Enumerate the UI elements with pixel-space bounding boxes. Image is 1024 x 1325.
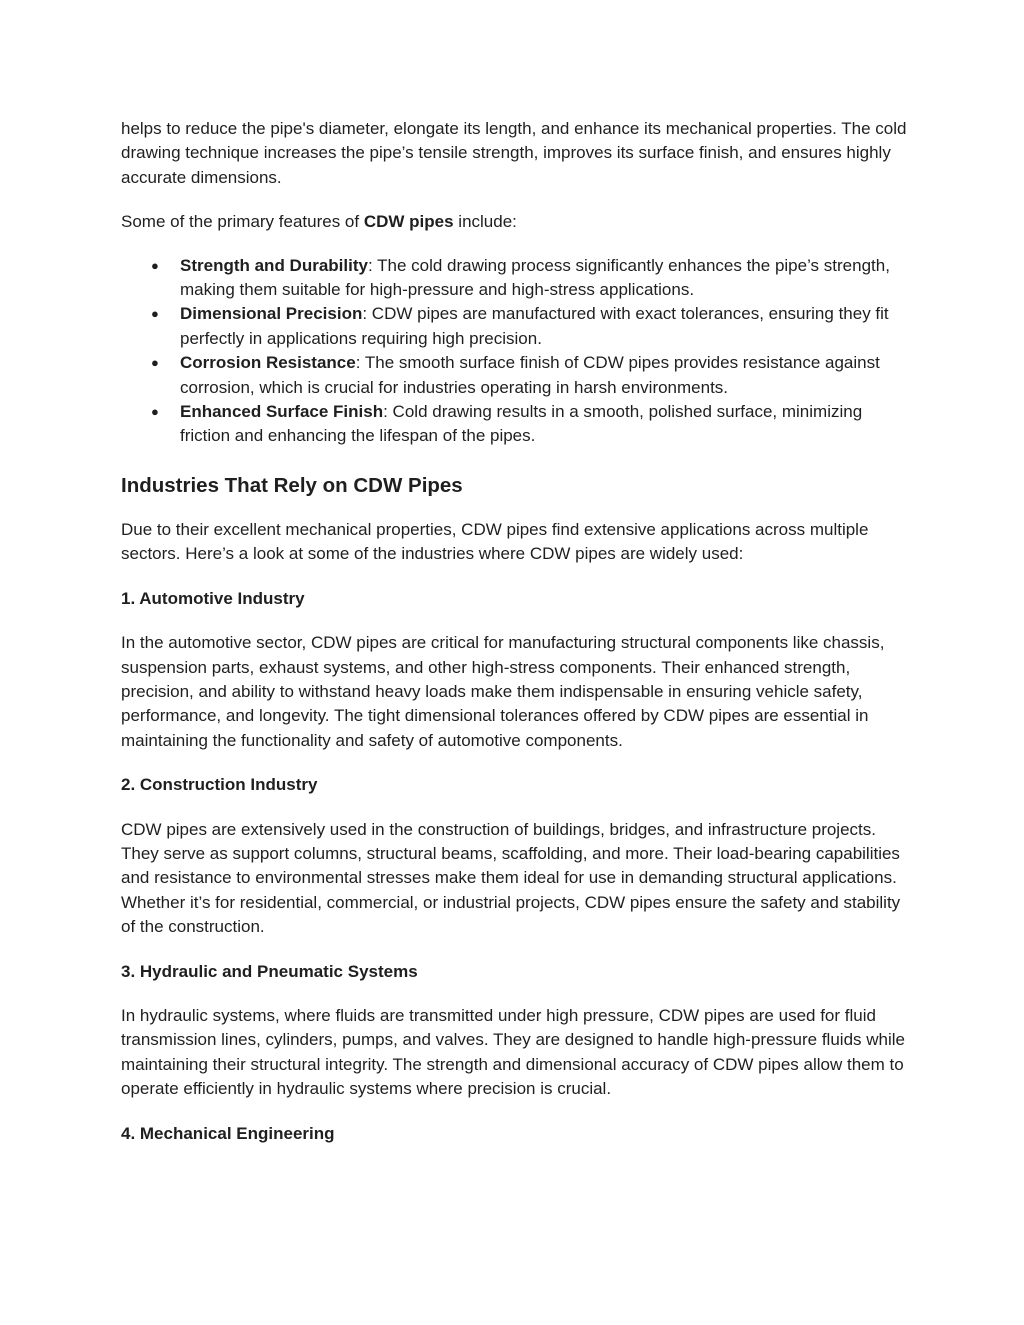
section-heading-construction: 2. Construction Industry [121, 775, 318, 795]
feature-text: : The smooth surface finish of CDW pipes provides resistance against corrosion, which is crucial for industries operating in harsh environments. [180, 353, 880, 397]
section-body-construction: CDW pipes are extensively used in the construction of buildings, bridges, and infrastructure projects. They serve as support columns, structural beams, scaffolding, and more. Their load-bearing capabilities and resistance to environmental stresses make them ideal for use in demanding structural applications. Whether it’s for residential, commercial, or industrial projects, CDW pipes ensure the safety and stability of the construction. [121, 819, 901, 937]
industries-heading: Industries That Rely on CDW Pipes [121, 473, 463, 497]
feature-text: : CDW pipes are manufactured with exact tolerances, ensuring they fit perfectly in applications requiring high precision. [180, 304, 889, 348]
feature-title: Strength and Durability [180, 255, 368, 275]
section-body-automotive: In the automotive sector, CDW pipes are critical for manufacturing structural components like chassis, suspension parts, exhaust systems, and other high-stress components. Their enhanced strength, precision, and ability to withstand heavy loads make them indispensable in ensuring vehicle safety, performance, and longevity. The tight dimensional tolerances offered by CDW pipes are essential in maintaining the functionality and safety of automotive components. [121, 633, 885, 750]
section-heading-automotive: 1. Automotive Industry [121, 588, 305, 608]
industries-intro: Due to their excellent mechanical properties, CDW pipes find extensive applications across multiple sectors. Here’s a look at some of the industries where CDW pipes are widely used: [121, 519, 869, 564]
bullet-icon: ● [151, 257, 159, 273]
feature-title: Dimensional Precision [180, 304, 363, 324]
bullet-icon: ● [151, 355, 159, 371]
feature-item-precision [121, 302, 911, 351]
section-heading-hydraulic: 3. Hydraulic and Pneumatic Systems [121, 961, 418, 981]
feature-item-surface [121, 400, 911, 449]
document-page [121, 117, 911, 1166]
features-intro-before: Some of the primary features of [121, 212, 364, 232]
feature-text: : Cold drawing results in a smooth, polished surface, minimizing friction and enhancing the lifespan of the pipes. [180, 402, 863, 446]
features-intro-bold: CDW pipes [363, 212, 454, 232]
section-heading-mechanical: 4. Mechanical Engineering [121, 1123, 335, 1143]
features-intro [121, 210, 911, 234]
feature-title: Enhanced Surface Finish [180, 402, 384, 422]
feature-title: Corrosion Resistance [180, 353, 356, 373]
features-list [121, 254, 911, 449]
bullet-icon: ● [151, 306, 159, 322]
features-intro-after: include: [453, 212, 517, 232]
feature-item-corrosion [121, 351, 911, 400]
feature-item-strength [121, 254, 911, 303]
opening-paragraph: helps to reduce the pipe's diameter, elongate its length, and enhance its mechanical properties. The cold drawing technique increases the pipe’s tensile strength, improves its surface finish, and ensures highly accurate dimensions. [121, 119, 907, 187]
bullet-icon: ● [151, 404, 159, 420]
feature-text: : The cold drawing process significantly enhances the pipe’s strength, making them suitable for high-pressure and high-stress applications. [180, 255, 890, 300]
section-body-hydraulic: In hydraulic systems, where fluids are transmitted under high pressure, CDW pipes are used for fluid transmission lines, cylinders, pumps, and valves. They are designed to handle high-pressure fluids while maintaining their structural integrity. The strength and dimensional accuracy of CDW pipes allow them to operate efficiently in hydraulic systems where precision is crucial. [121, 1005, 905, 1099]
